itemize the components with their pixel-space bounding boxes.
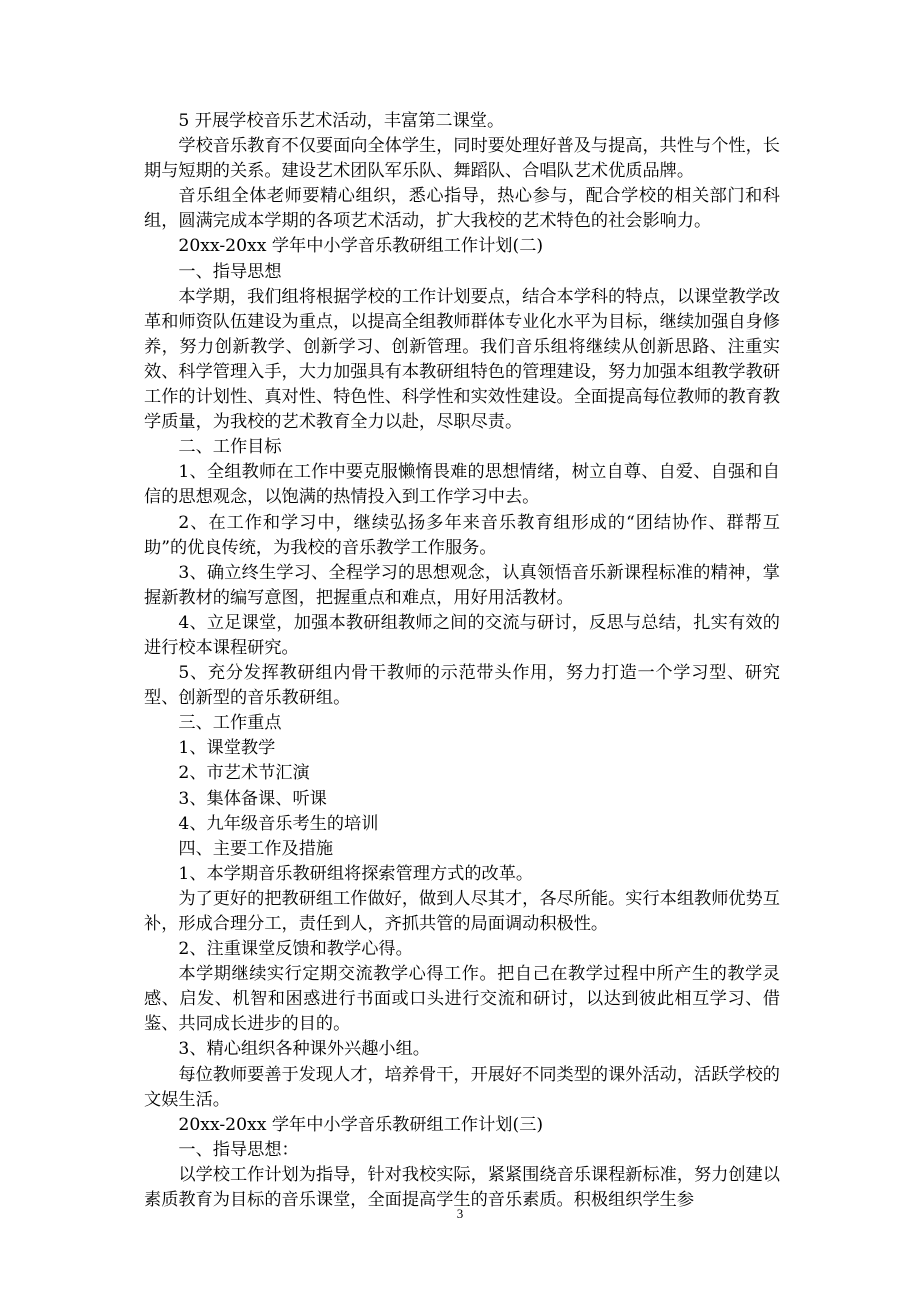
list-item: 1、全组教师在工作中要克服懒惰畏难的思想情绪，树立自尊、自爱、自强和自信的思想观念，以饱满的热情投入到工作学习中去。 [144,462,780,508]
document-body [144,109,780,1213]
paragraph: 本学期继续实行定期交流教学心得工作。把自己在教学过程中所产生的教学灵感、启发、机智和困惑进行书面或口头进行交流和研讨，以达到彼此相互学习、借鉴、共同成长进步的目的。 [144,964,780,1035]
section-title: 20xx-20xx 学年中小学音乐教研组工作计划(三) [178,1114,544,1135]
section-heading: 一、指导思想： [178,1139,299,1160]
list-item: 3、确立终生学习、全程学习的思想观念，认真领悟音乐新课程标准的精神，掌握新教材的编写意图，把握重点和难点，用好用活教材。 [144,562,780,608]
list-item: 1、课堂教学 [178,738,276,759]
section-heading: 二、工作目标 [178,437,282,458]
section-heading: 一、指导思想 [178,261,282,282]
list-item: 4、九年级音乐考生的培训 [178,813,379,834]
paragraph: 学校音乐教育不仅要面向全体学生，同时要处理好普及与提高，共性与个性，长期与短期的关系。建设艺术团队军乐队、舞蹈队、合唱队艺术优质品牌。 [144,136,780,182]
list-item: 5、充分发挥教研组内骨干教师的示范带头作用，努力打造一个学习型、研究型、创新型的音乐教研组。 [144,663,780,709]
page-number: 3 [456,1206,464,1221]
paragraph: 音乐组全体老师要精心组织，悉心指导，热心参与，配合学校的相关部门和科组，圆满完成本学期的各项艺术活动，扩大我校的艺术特色的社会影响力。 [144,186,780,232]
list-item: 2、注重课堂反馈和教学心得。 [178,939,413,960]
list-item: 2、在工作和学习中，继续弘扬多年来音乐教育组形成的“团结协作、群帮互助”的优良传统，为我校的音乐教学工作服务。 [144,512,780,558]
section-heading: 三、工作重点 [178,713,282,734]
list-item: 4、立足课堂，加强本教研组教师之间的交流与研讨，反思与总结，扎实有效的进行校本课程研究。 [144,612,780,658]
section-title: 20xx-20xx 学年中小学音乐教研组工作计划(二) [178,236,544,257]
paragraph: 每位教师要善于发现人才，培养骨干，开展好不同类型的课外活动，活跃学校的文娱生活。 [144,1064,780,1110]
list-item: 2、市艺术节汇演 [178,763,310,784]
paragraph: 本学期，我们组将根据学校的工作计划要点，结合本学科的特点，以课堂教学改革和师资队伍建设为重点，以提高全组教师群体专业化水平为目标，继续加强自身修养，努力创新教学、创新学习、创新管理。我们音乐组将继续从创新思路、注重实效、科学管理入手，大力加强具有本教研组特色的管理建设，努力加强本组教学教研工作的计划性、真对性、特色性、科学性和实效性建设。全面提高每位教师的教育教学质量，为我校的艺术教育全力以赴，尽职尽责。 [144,286,780,433]
paragraph: 5 开展学校音乐艺术活动，丰富第二课堂。 [178,111,505,131]
list-item: 1、本学期音乐教研组将探索管理方式的改革。 [178,863,534,884]
section-heading: 四、主要工作及措施 [178,838,334,859]
list-item: 3、精心组织各种课外兴趣小组。 [178,1039,430,1060]
paragraph: 为了更好的把教研组工作做好，做到人尽其才，各尽所能。实行本组教师优势互补，形成合理分工，责任到人，齐抓共管的局面调动积极性。 [144,888,780,934]
paragraph: 以学校工作计划为指导，针对我校实际，紧紧围绕音乐课程新标准，努力创建以素质教育为目标的音乐课堂，全面提高学生的音乐素质。积极组织学生参 [144,1164,780,1211]
list-item: 3、集体备课、听课 [178,788,327,809]
